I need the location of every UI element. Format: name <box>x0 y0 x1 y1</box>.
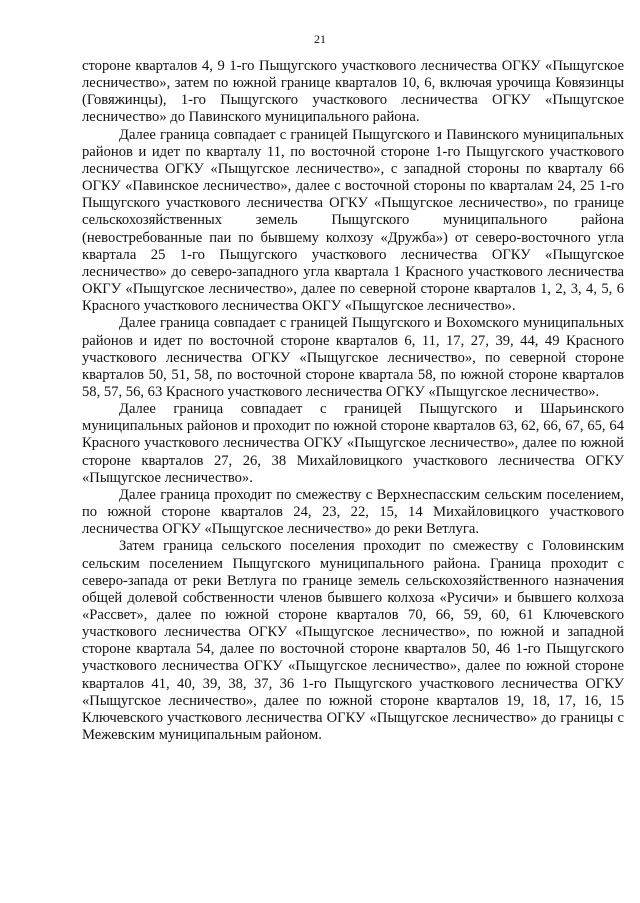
paragraph: Затем граница сельского поселения проходит по смежеству с Головинским сельским поселением Пыщугского муниципального района. Граница проходит с северо-запада от реки Ветлуга по границе земель сельскохозяйственного назначения общей долевой собственности членов бывшего колхоза «Русичи» и бывшего колхоза «Рассвет», далее по южной стороне кварталов 70, 66, 59, 60, 61 Ключевского участкового лесничества ОГКУ «Пыщугское лесничество», по южной и западной стороне квартала 54, далее по восточной стороне кварталов 50, 46 1-го Пыщугского участкового лесничества ОГКУ «Пыщугское лесничество», далее по южной стороне кварталов 41, 40, 39, 38, 37, 36 1-го Пыщугского участкового лесничества ОГКУ «Пыщугское лесничество», далее по южной стороне кварталов 19, 18, 17, 16, 15 Ключевского участкового лесничества ОГКУ «Пыщугское лесничество» до границы с Межевским муниципальным районом. <box>82 538 624 744</box>
paragraph: Далее граница проходит по смежеству с Верхнеспасским сельским поселением, по южной стороне кварталов 24, 23, 22, 15, 14 Михайловицкого участкового лесничества ОГКУ «Пыщугское лесничество» до реки Ветлуга. <box>82 486 624 538</box>
paragraph: Далее граница совпадает с границей Пыщугского и Вохомского муниципальных районов и идет по восточной стороне кварталов 6, 11, 17, 27, 39, 44, 49 Красного участкового лесничества ОГКУ «Пыщугское лесничество», по северной стороне кварталов 50, 51, 58, по восточной стороне квартала 58, по южной стороне кварталов 58, 57, 56, 63 Красного участкового лесничества ОГКУ «Пыщугское лесничество». <box>82 315 624 400</box>
paragraph: стороне кварталов 4, 9 1-го Пыщугского участкового лесничества ОГКУ «Пыщугское лесничество», затем по южной границе кварталов 10, 6, включая урочища Ковязинцы (Говяжинцы), 1-го Пыщугского участкового лесничества ОГКУ «Пыщугское лесничество» до Павинского муниципального района. <box>82 58 624 126</box>
page-number: 21 <box>314 32 326 46</box>
paragraph: Далее граница совпадает с границей Пыщугского и Павинского муниципальных районов и идет по кварталу 11, по восточной стороне 1-го Пыщугского участкового лесничества ОГКУ «Пыщугское лесничество», с западной стороны по кварталу 66 ОГКУ «Павинское лесничество», далее с восточной стороны по кварталам 24, 25 1-го Пыщугского участкового лесничества ОГКУ «Пыщугское лесничество», по границе сельскохозяйственных земель Пыщугского муниципального района (невостребованные паи по бывшему колхозу «Дружба») от северо-восточного угла квартала 25 1-го Пыщугского участкового лесничества ОГКУ «Пыщугское лесничество» до северо-западного угла квартала 1 Красного участкового лесничества ОКГУ «Пыщугское лесничество», далее по северной стороне кварталов 1, 2, 3, 4, 5, 6 Красного участкового лесничества ОКГУ «Пыщугское лесничество». <box>82 126 624 315</box>
document-body <box>82 58 624 744</box>
paragraph: Далее граница совпадает с границей Пыщугского и Шарьинского муниципальных районов и проходит по южной стороне кварталов 63, 62, 66, 67, 65, 64 Красного участкового лесничества ОГКУ «Пыщугское лесничество», далее по южной стороне кварталов 27, 26, 38 Михайловицкого участкового лесничества ОГКУ «Пыщугское лесничество». <box>82 401 624 486</box>
